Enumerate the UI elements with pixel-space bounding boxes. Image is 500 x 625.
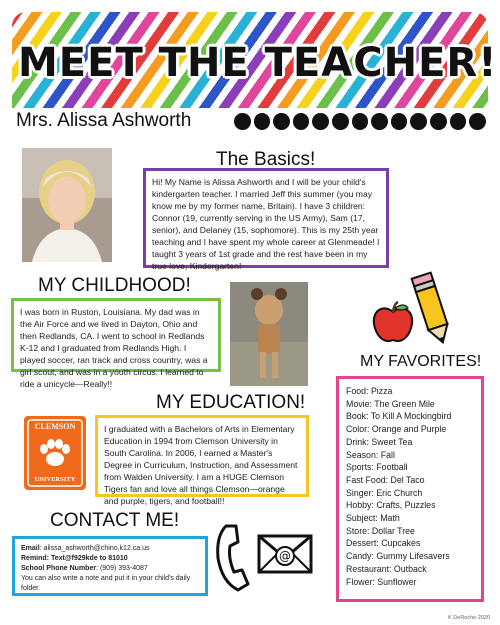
favorite-item: Store: Dollar Tree [346, 525, 415, 536]
favorite-item: Color: Orange and Purple [346, 424, 447, 435]
childhood-box: I was born in Ruston, Louisiana. My dad was in the Air Force and we lived in Dayton, Ohio and then Redlands, CA. I went to school in Redlands K-12 and I graduated from Redlands High. I played soccer, ran track and cross country, was a girl scout, and was in a youth circus. I learned to ride a unicycle—Really!! [11, 298, 221, 372]
favorite-item: Subject: Math [346, 513, 400, 524]
envelope-icon [256, 530, 314, 578]
favorites-heading: MY FAVORITES! [360, 353, 482, 370]
clemson-logo [24, 416, 86, 490]
contact-box [12, 536, 208, 596]
clemson-logo-top: CLEMSON [34, 422, 76, 431]
favorite-item: Restaurant: Outback [346, 563, 427, 574]
remind-label: Remind: Text@f929kde to 81010 [21, 555, 128, 562]
contact-email [21, 544, 199, 554]
phone-label: School Phone Number [21, 565, 97, 572]
favorite-item: Season: Fall [346, 449, 395, 460]
education-heading: MY EDUCATION! [156, 392, 306, 413]
email-value[interactable]: : alissa_ashworth@chino.k12.ca.us [39, 545, 150, 552]
pencil-icon [410, 270, 454, 348]
favorite-item: Food: Pizza [346, 386, 393, 396]
contact-phone [21, 564, 199, 574]
clemson-logo-bottom: UNIVERSITY [34, 476, 76, 483]
email-label: Email [21, 545, 40, 552]
favorite-item: Candy: Gummy Lifesavers [346, 551, 450, 562]
dot-divider [234, 113, 486, 133]
favorite-item: Singer: Eric Church [346, 487, 423, 498]
favorite-item: Movie: The Green Mile [346, 398, 435, 409]
credit-text: K DeRoche 2020 [448, 615, 490, 621]
childhood-photo [230, 282, 308, 386]
phone-value: : (909) 393-4087 [96, 565, 148, 572]
favorite-item: Hobby: Crafts, Puzzles [346, 500, 436, 511]
favorite-item: Flower: Sunflower [346, 576, 417, 587]
childhood-heading: MY CHILDHOOD! [38, 275, 191, 296]
basics-heading: The Basics! [216, 149, 316, 170]
favorite-item: Fast Food: Del Taco [346, 474, 425, 485]
favorites-box [336, 376, 484, 602]
contact-remind [21, 554, 199, 564]
contact-note: You can also write a note and put it in your child's daily folder. [21, 575, 191, 592]
favorites-list [346, 385, 474, 588]
teacher-name: Mrs. Alissa Ashworth [16, 110, 192, 131]
banner-title: MEET THE TEACHER! [18, 40, 498, 86]
favorite-item: Dessert: Cupcakes [346, 538, 421, 549]
basics-box: Hi! My Name is Alissa Ashworth and I will be your child's kindergarten teacher. I married Jeff this summer (you may know me by my former name, Britain). I have 3 children: Connor (19, currently serving in the US Army), Sam (17, senior), and Delaney (15, sophomore). This is my 25th year teaching and I have spent my whole career at Glenmeade! I taught 3 years of 1st grade and the rest have been in my true love, Kindergarten! [143, 168, 389, 268]
education-box: I graduated with a Bachelors of Arts in Elementary Education in 1994 from Clemson University in South Carolina. In 2006, I earned a Master's Degree in Curriculum, Instruction, and Assessment from Walden University. I am a HUGE Clemson Tigers fan and love all things Clemson—orange and purple, tigers, and football!! [95, 415, 309, 497]
teacher-portrait [22, 148, 112, 262]
favorite-item: Drink: Sweet Tea [346, 436, 413, 447]
contact-heading: CONTACT ME! [50, 510, 180, 531]
favorite-item: Sports: Football [346, 462, 408, 473]
phone-icon [212, 522, 262, 594]
svg-text:@: @ [279, 549, 291, 563]
favorite-item: Book: To Kill A Mockingbird [346, 411, 452, 422]
